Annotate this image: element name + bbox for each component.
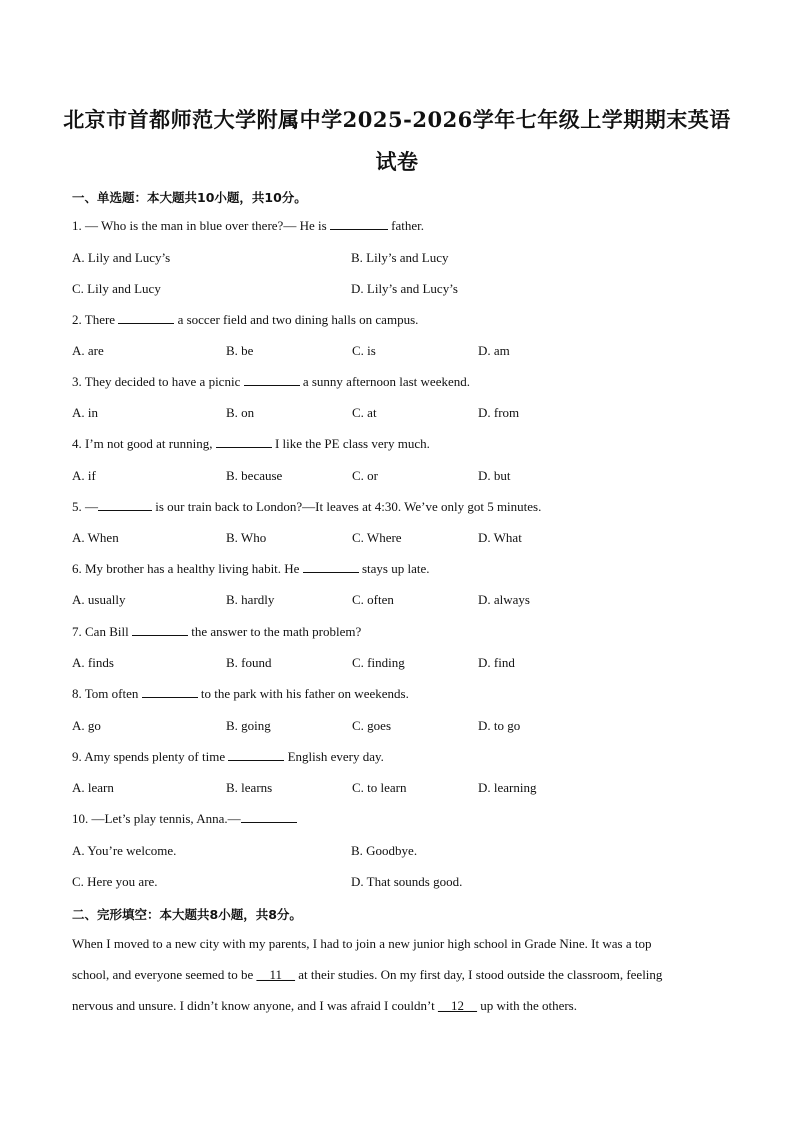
option-d: D. What [478,530,522,545]
answer-blank [330,219,388,230]
question-stem-after: the answer to the math problem? [191,624,362,639]
answer-blank [98,500,152,511]
question-6-stem [72,561,429,577]
option-c: C. at [352,405,377,420]
option-a: A. are [72,343,104,358]
question-stem-before: 4. I’m not good at running, [72,436,213,451]
option-b: B. going [226,718,271,733]
option-a: A. Lily and Lucy’s [72,250,171,265]
question-stem-before: 1. — Who is the man in blue over there?— He is [72,218,327,233]
passage-text: When I moved to a new city with my parents, I had to join a new junior high school in Grade Nine. It was a top [72,936,652,951]
question-5-stem [72,499,541,515]
question-stem-before: 7. Can Bill [72,624,129,639]
option-b: B. be [226,343,254,358]
option-c: C. or [352,468,378,483]
cloze-blank-12: __12__ [437,998,477,1013]
option-c: C. is [352,343,376,358]
question-stem-after: a sunny afternoon last weekend. [302,374,470,389]
option-c: C. goes [352,718,391,733]
exam-title-line1: 北京市首都师范大学附属中学2025-2026学年七年级上学期期末英语 [63,107,731,132]
option-d: D. but [478,468,511,483]
passage-line-2 [72,967,722,983]
answer-blank [118,313,174,324]
question-stem-before: 5. — [72,499,98,514]
option-b: B. hardly [226,592,275,607]
option-b: B. Goodbye. [351,843,418,858]
question-4-stem [72,436,430,452]
option-a: A. finds [72,655,114,670]
option-a: A. in [72,405,98,420]
passage-text: up with the others. [476,998,577,1013]
option-b: B. Lily’s and Lucy [351,250,449,265]
section1-heading: 一、单选题：本大题共10小题，共10分。 [72,190,307,205]
passage-line-3 [72,998,722,1014]
option-d: D. learning [478,780,537,795]
option-c: C. Lily and Lucy [72,281,161,296]
option-a: A. learn [72,780,114,795]
question-stem-after: English every day. [287,749,384,764]
option-b: B. learns [226,780,273,795]
passage-line-1 [72,936,722,952]
question-9-stem [72,749,384,765]
option-a: A. You’re welcome. [72,843,177,858]
question-8-stem [72,686,409,702]
option-a: A. When [72,530,119,545]
answer-blank [142,687,198,698]
answer-blank [132,625,188,636]
option-d: D. to go [478,718,521,733]
passage-text: nervous and unsure. I didn’t know anyone, and I was afraid I couldn’t [72,998,438,1013]
answer-blank [241,812,297,823]
option-d: D. always [478,592,530,607]
option-d: D. from [478,405,520,420]
option-b: B. because [226,468,283,483]
passage-text: at their studies. On my first day, I stood outside the classroom, feeling [295,967,663,982]
question-stem-before: 3. They decided to have a picnic [72,374,241,389]
option-d: D. Lily’s and Lucy’s [351,281,458,296]
option-d: D. That sounds good. [351,874,463,889]
option-b: B. Who [226,530,267,545]
question-stem-after: stays up late. [361,561,430,576]
question-stem-after: to the park with his father on weekends. [200,686,409,701]
option-c: C. to learn [352,780,407,795]
answer-blank [228,750,284,761]
answer-blank [303,562,359,573]
question-stem-after: a soccer field and two dining halls on campus. [177,312,419,327]
question-stem-before: 6. My brother has a healthy living habit. He [72,561,300,576]
question-10-stem [72,811,297,827]
exam-title-line2: 试卷 [375,149,419,174]
question-stem-after: is our train back to London?—It leaves at 4:30. We’ve only got 5 minutes. [155,499,542,514]
question-stem-before: 10. —Let’s play tennis, Anna.— [72,811,241,826]
question-2-stem [72,312,418,328]
question-stem-before: 2. There [72,312,116,327]
answer-blank [244,375,300,386]
question-1-stem [72,218,424,234]
option-b: B. found [226,655,272,670]
question-3-stem [72,374,470,390]
question-stem-after: father. [391,218,424,233]
option-a: A. usually [72,592,126,607]
passage-text: school, and everyone seemed to be [72,967,257,982]
question-7-stem [72,624,361,640]
cloze-blank-11: __11__ [256,967,295,982]
section2-heading: 二、完形填空：本大题共8小题，共8分。 [72,907,302,922]
question-stem-after: I like the PE class very much. [274,436,430,451]
option-c: C. Here you are. [72,874,158,889]
option-d: D. find [478,655,515,670]
question-stem-before: 9. Amy spends plenty of time [72,749,226,764]
option-a: A. if [72,468,96,483]
option-c: C. finding [352,655,405,670]
option-d: D. am [478,343,510,358]
question-stem-before: 8. Tom often [72,686,139,701]
answer-blank [216,437,272,448]
option-c: C. often [352,592,394,607]
option-b: B. on [226,405,255,420]
option-c: C. Where [352,530,402,545]
option-a: A. go [72,718,101,733]
